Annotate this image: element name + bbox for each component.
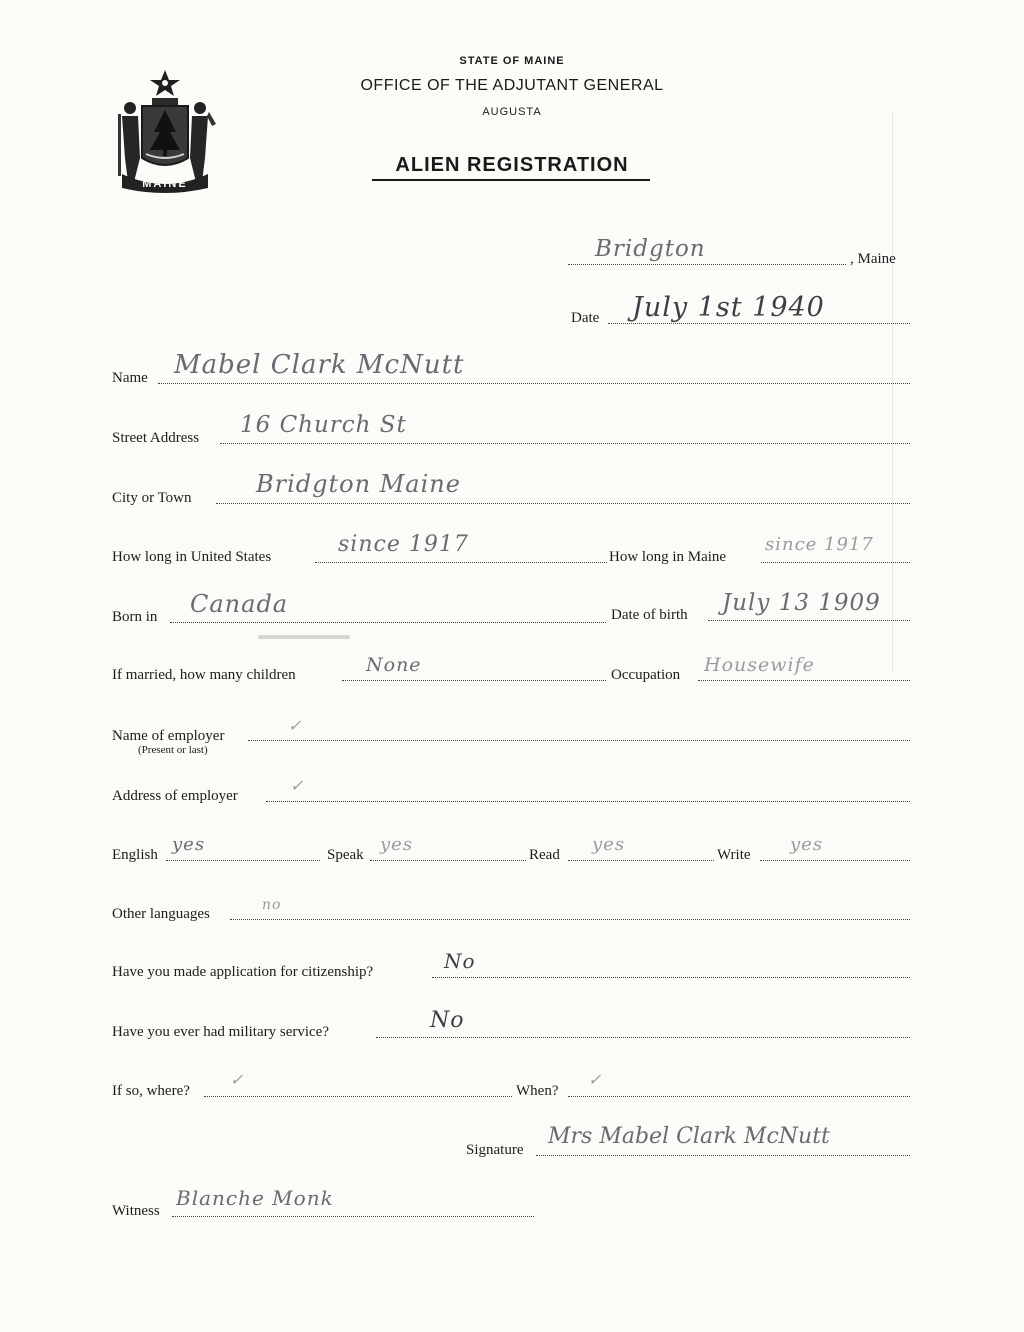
read-label: Read: [529, 847, 560, 863]
born-in-field-line: [170, 622, 606, 623]
employer-address-label: Address of employer: [112, 788, 238, 804]
seal-banner-text: MAINE: [142, 178, 188, 190]
how-long-us-field-line: [315, 562, 607, 563]
street-address-value: 16 Church St: [240, 412, 407, 438]
when-label: When?: [516, 1083, 559, 1099]
how-long-us-label: How long in United States: [112, 549, 272, 565]
how-long-maine-field-line: [761, 562, 910, 563]
write-label: Write: [717, 847, 751, 863]
signature-label: Signature: [466, 1142, 524, 1158]
ink-smudge: [258, 635, 350, 639]
children-label: If married, how many children: [112, 667, 296, 683]
write-field-line: [760, 860, 910, 861]
speak-field-line: [370, 860, 526, 861]
date-field-line: [608, 323, 910, 324]
military-service-value: No: [430, 1008, 465, 1033]
town-field-line: [568, 264, 846, 265]
read-value: yes: [592, 834, 626, 855]
date-label: Date: [571, 310, 600, 326]
read-field-line: [568, 860, 714, 861]
if-so-where-field-line: [204, 1096, 512, 1097]
title-underline: [372, 179, 650, 181]
if-so-where-value: ✓: [230, 1070, 245, 1089]
witness-label: Witness: [112, 1203, 160, 1219]
citizenship-value: No: [444, 949, 476, 973]
street-address-label: Street Address: [112, 430, 200, 446]
office-heading: OFFICE OF THE ADJUTANT GENERAL: [360, 77, 664, 94]
occupation-field-line: [698, 680, 910, 681]
how-long-us-value: since 1917: [338, 532, 469, 557]
speak-value: yes: [380, 834, 414, 855]
born-in-value: Canada: [190, 590, 289, 618]
other-languages-field-line: [230, 919, 910, 920]
employer-address-field-line: [266, 801, 910, 802]
write-value: yes: [790, 834, 824, 855]
name-label: Name: [112, 370, 148, 386]
employer-name-field-line: [248, 740, 910, 741]
how-long-maine-label: How long in Maine: [609, 549, 727, 565]
street-address-field-line: [220, 443, 910, 444]
witness-field-line: [172, 1216, 534, 1217]
city-or-town-field-line: [216, 503, 910, 504]
if-so-where-label: If so, where?: [112, 1083, 190, 1099]
paper-fold-line: [892, 112, 893, 672]
date-of-birth-label: Date of birth: [611, 607, 688, 623]
other-languages-label: Other languages: [112, 906, 210, 922]
signature-field-line: [536, 1155, 910, 1156]
date-of-birth-value: July 13 1909: [722, 590, 881, 616]
english-field-line: [166, 860, 320, 861]
citizenship-label: Have you made application for citizenship?: [112, 964, 374, 980]
military-service-field-line: [376, 1037, 910, 1038]
city-heading: AUGUSTA: [482, 106, 542, 118]
city-or-town-label: City or Town: [112, 490, 192, 506]
when-value: ✓: [588, 1070, 603, 1089]
employer-name-value: ✓: [288, 716, 303, 735]
occupation-value: Housewife: [704, 654, 815, 676]
other-languages-value: no: [262, 897, 282, 913]
state-heading: STATE OF MAINE: [459, 55, 565, 67]
maine-label: , Maine: [850, 251, 896, 267]
date-of-birth-field-line: [708, 620, 910, 621]
speak-label: Speak: [327, 847, 364, 863]
children-field-line: [342, 680, 606, 681]
military-service-label: Have you ever had military service?: [112, 1024, 329, 1040]
signature-value: Mrs Mabel Clark McNutt: [548, 1124, 830, 1149]
born-in-label: Born in: [112, 609, 158, 625]
name-field-line: [158, 383, 910, 384]
city-or-town-value: Bridgton Maine: [256, 470, 461, 498]
employer-address-value: ✓: [290, 776, 305, 795]
employer-name-label: Name of employer: [112, 728, 225, 744]
name-value: Mabel Clark McNutt: [174, 350, 465, 380]
occupation-label: Occupation: [611, 667, 681, 683]
how-long-maine-value: since 1917: [765, 534, 874, 555]
employer-name-note: (Present or last): [138, 744, 208, 756]
page-title: ALIEN REGISTRATION: [395, 154, 629, 176]
when-field-line: [568, 1096, 910, 1097]
town-value: Bridgton: [595, 236, 706, 262]
date-value: July 1st 1940: [632, 292, 825, 323]
witness-value: Blanche Monk: [176, 1186, 334, 1210]
english-label: English: [112, 847, 158, 863]
children-value: None: [366, 654, 422, 676]
citizenship-field-line: [432, 977, 910, 978]
english-value: yes: [172, 834, 206, 855]
